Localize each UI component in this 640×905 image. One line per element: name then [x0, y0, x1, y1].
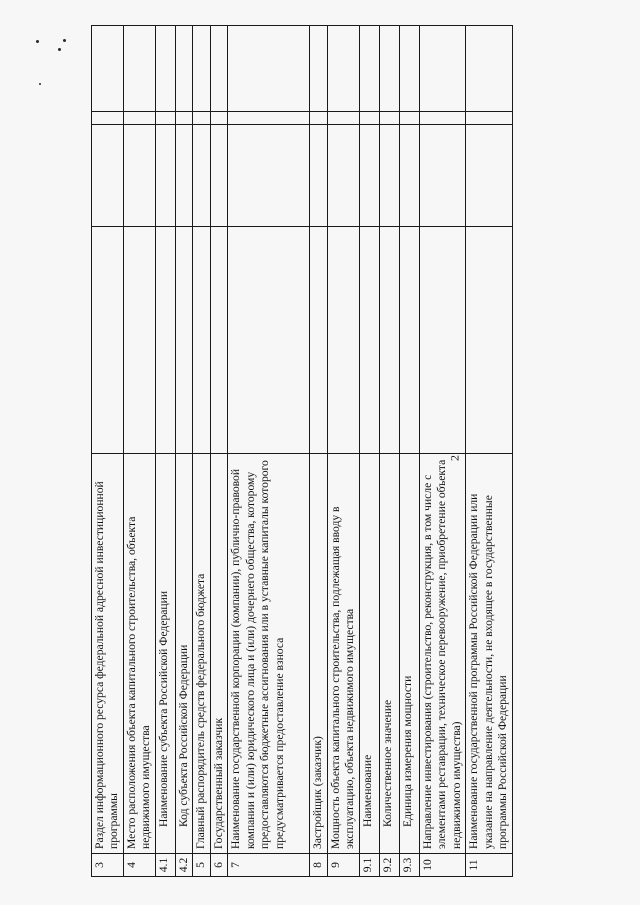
empty-cell [399, 26, 419, 112]
empty-cell [193, 26, 210, 112]
empty-cell [466, 125, 512, 227]
row-label: Мощность объекта капитального строительства, подлежащая вводу в эксплуатацию, объекта недвижимого имущества [327, 454, 359, 854]
row-number: 7 [228, 854, 310, 877]
empty-cell [399, 112, 419, 125]
row-label: Застройщик (заказчик) [310, 454, 327, 854]
empty-cell [359, 26, 379, 112]
table-row [379, 26, 399, 877]
empty-cell [310, 125, 327, 227]
empty-cell [327, 125, 359, 227]
row-number: 5 [193, 854, 210, 877]
table-row [193, 26, 210, 877]
table-row [466, 26, 512, 877]
empty-cell [92, 125, 124, 227]
empty-cell [379, 112, 399, 125]
table-row [92, 26, 124, 877]
empty-cell [310, 26, 327, 112]
empty-cell [155, 125, 175, 227]
empty-cell [379, 26, 399, 112]
empty-cell [123, 125, 155, 227]
table-row [210, 26, 227, 877]
empty-cell [210, 125, 227, 227]
empty-cell [228, 125, 310, 227]
empty-cell [419, 125, 465, 227]
table-row [310, 26, 327, 877]
empty-cell [175, 26, 192, 112]
empty-cell [466, 227, 512, 454]
empty-cell [193, 112, 210, 125]
scan-speck [36, 40, 39, 43]
empty-cell [92, 26, 124, 112]
table-row [327, 26, 359, 877]
empty-cell [399, 227, 419, 454]
table-row [228, 26, 310, 877]
row-number: 11 [466, 854, 512, 877]
empty-cell [175, 227, 192, 454]
empty-cell [210, 112, 227, 125]
empty-cell [359, 227, 379, 454]
row-label: Государственный заказчик [210, 454, 227, 854]
scan-speck [58, 48, 61, 51]
row-label: Количественное значение [379, 454, 399, 854]
empty-cell [123, 26, 155, 112]
row-number: 9 [327, 854, 359, 877]
empty-cell [228, 112, 310, 125]
table-row [419, 26, 465, 877]
empty-cell [155, 112, 175, 125]
row-label: Наименование субъекта Российской Федерации [155, 454, 175, 854]
empty-cell [155, 227, 175, 454]
empty-cell [466, 26, 512, 112]
empty-cell [210, 227, 227, 454]
row-number: 4 [123, 854, 155, 877]
row-label: Главный распорядитель средств федерального бюджета [193, 454, 210, 854]
empty-cell [175, 112, 192, 125]
empty-cell [466, 112, 512, 125]
empty-cell [419, 227, 465, 454]
table-row [123, 26, 155, 877]
scan-speck [63, 39, 66, 42]
table-row [175, 26, 192, 877]
empty-cell [92, 112, 124, 125]
empty-cell [419, 112, 465, 125]
empty-cell [310, 112, 327, 125]
empty-cell [310, 227, 327, 454]
scan-speck [39, 83, 41, 85]
row-label: Наименование государственной корпорации (компании), публично-правовой компании и (или) юридического лица и (или) дочернего общества, которому предоставляются бюджетные ассигнования или в уставные капиталы которого предусматривается предоставление взноса [228, 454, 310, 854]
row-label: Место расположения объекта капитального строительства, объекта недвижимого имущества [123, 454, 155, 854]
row-number: 4.2 [175, 854, 192, 877]
row-label: Код субъекта Российской Федерации [175, 454, 192, 854]
page-number: 2 [447, 455, 462, 461]
empty-cell [155, 26, 175, 112]
empty-cell [210, 26, 227, 112]
table-row [399, 26, 419, 877]
row-label: Наименование [359, 454, 379, 854]
row-number: 6 [210, 854, 227, 877]
form-table-container [91, 25, 510, 877]
empty-cell [193, 227, 210, 454]
row-number: 3 [92, 854, 124, 877]
empty-cell [379, 125, 399, 227]
row-number: 9.3 [399, 854, 419, 877]
empty-cell [228, 227, 310, 454]
empty-cell [175, 125, 192, 227]
row-label: Направление инвестирования (строительство, реконструкция, в том числе с элементами реставрации, техническое перевооружение, приобретение объекта недвижимого имущества) [419, 454, 465, 854]
empty-cell [193, 125, 210, 227]
empty-cell [327, 227, 359, 454]
empty-cell [399, 125, 419, 227]
table-row [155, 26, 175, 877]
row-number: 8 [310, 854, 327, 877]
empty-cell [92, 227, 124, 454]
empty-cell [359, 112, 379, 125]
empty-cell [327, 112, 359, 125]
form-table [91, 25, 513, 877]
empty-cell [327, 26, 359, 112]
empty-cell [419, 26, 465, 112]
empty-cell [379, 227, 399, 454]
empty-cell [359, 125, 379, 227]
empty-cell [228, 26, 310, 112]
row-label: Единица измерения мощности [399, 454, 419, 854]
row-number: 10 [419, 854, 465, 877]
empty-cell [123, 227, 155, 454]
row-label: Раздел информационного ресурса федеральной адресной инвестиционной программы [92, 454, 124, 854]
table-row [359, 26, 379, 877]
row-number: 9.1 [359, 854, 379, 877]
row-label: Наименование государственной программы Российской Федерации или указание на направление деятельности, не входящее в государственные программы Российской Федерации [466, 454, 512, 854]
empty-cell [123, 112, 155, 125]
row-number: 4.1 [155, 854, 175, 877]
row-number: 9.2 [379, 854, 399, 877]
